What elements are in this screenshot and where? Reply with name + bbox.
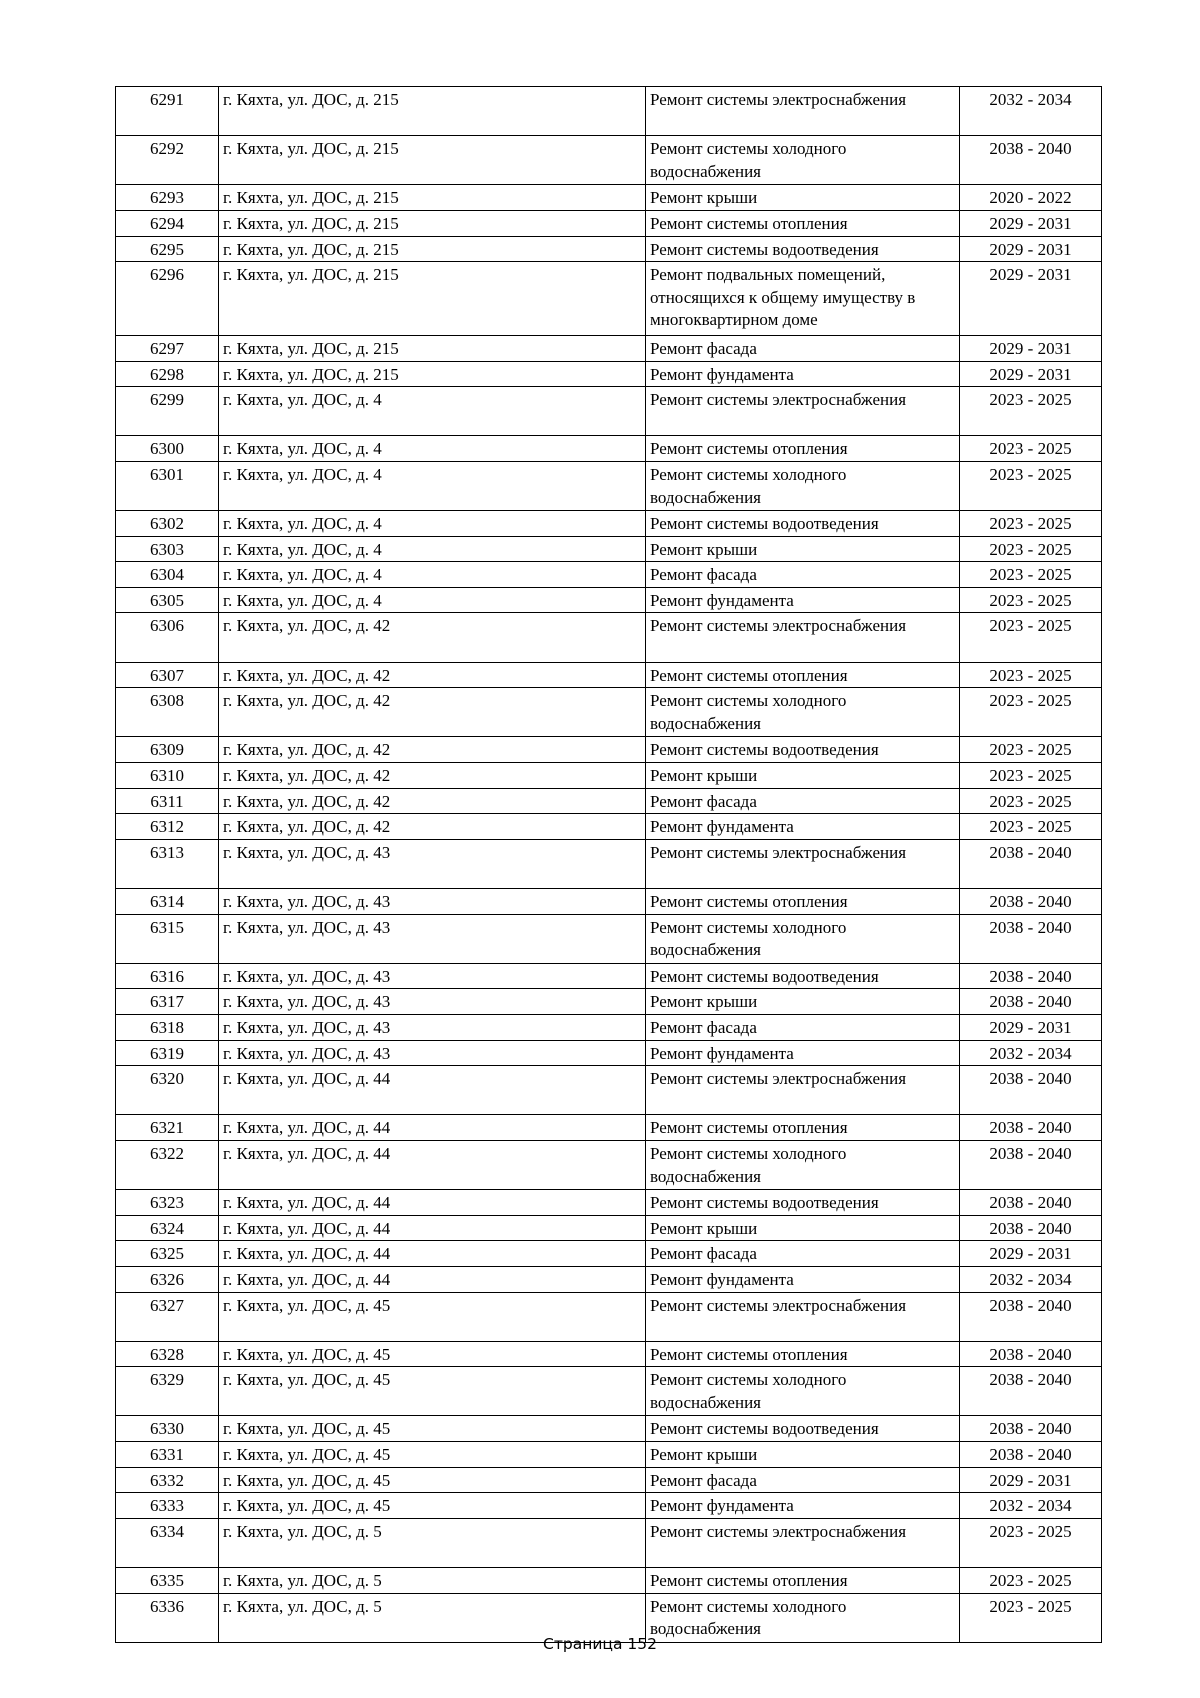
- period-cell: 2023 - 2025: [960, 387, 1102, 436]
- period-cell: 2038 - 2040: [960, 839, 1102, 888]
- work-type-cell: Ремонт фасада: [646, 1241, 960, 1267]
- address-cell: г. Кяхта, ул. ДОС, д. 43: [219, 989, 646, 1015]
- period-cell: 2023 - 2025: [960, 562, 1102, 588]
- table-row: [116, 839, 1102, 888]
- address-cell: г. Кяхта, ул. ДОС, д. 215: [219, 361, 646, 387]
- row-number-cell: 6294: [116, 210, 219, 236]
- row-number-cell: 6313: [116, 839, 219, 888]
- row-number-cell: 6292: [116, 136, 219, 185]
- work-type-cell: Ремонт крыши: [646, 185, 960, 211]
- period-cell: 2023 - 2025: [960, 688, 1102, 737]
- work-type-cell: Ремонт крыши: [646, 1442, 960, 1468]
- table-row: [116, 1115, 1102, 1141]
- address-cell: г. Кяхта, ул. ДОС, д. 45: [219, 1341, 646, 1367]
- address-cell: г. Кяхта, ул. ДОС, д. 215: [219, 210, 646, 236]
- work-type-cell: Ремонт фундамента: [646, 814, 960, 840]
- table-row: [116, 1568, 1102, 1594]
- row-number-cell: 6330: [116, 1416, 219, 1442]
- address-cell: г. Кяхта, ул. ДОС, д. 45: [219, 1442, 646, 1468]
- period-cell: 2032 - 2034: [960, 1266, 1102, 1292]
- table-row: [116, 963, 1102, 989]
- row-number-cell: 6314: [116, 889, 219, 915]
- work-type-cell: Ремонт системы холодного водоснабжения: [646, 461, 960, 510]
- address-cell: г. Кяхта, ул. ДОС, д. 44: [219, 1066, 646, 1115]
- period-cell: 2023 - 2025: [960, 737, 1102, 763]
- work-type-cell: Ремонт фундамента: [646, 361, 960, 387]
- work-type-cell: Ремонт системы холодного водоснабжения: [646, 914, 960, 963]
- address-cell: г. Кяхта, ул. ДОС, д. 4: [219, 536, 646, 562]
- address-cell: г. Кяхта, ул. ДОС, д. 4: [219, 587, 646, 613]
- work-type-cell: Ремонт системы отопления: [646, 436, 960, 462]
- table-row: [116, 387, 1102, 436]
- row-number-cell: 6304: [116, 562, 219, 588]
- address-cell: г. Кяхта, ул. ДОС, д. 4: [219, 436, 646, 462]
- work-type-cell: Ремонт фасада: [646, 335, 960, 361]
- row-number-cell: 6322: [116, 1140, 219, 1189]
- period-cell: 2038 - 2040: [960, 1115, 1102, 1141]
- period-cell: 2023 - 2025: [960, 511, 1102, 537]
- period-cell: 2038 - 2040: [960, 1140, 1102, 1189]
- table-row: [116, 87, 1102, 136]
- address-cell: г. Кяхта, ул. ДОС, д. 43: [219, 839, 646, 888]
- table-row: [116, 461, 1102, 510]
- table-row: [116, 511, 1102, 537]
- work-type-cell: Ремонт системы водоотведения: [646, 236, 960, 262]
- address-cell: г. Кяхта, ул. ДОС, д. 44: [219, 1266, 646, 1292]
- table-row: [116, 1341, 1102, 1367]
- row-number-cell: 6331: [116, 1442, 219, 1468]
- row-number-cell: 6323: [116, 1190, 219, 1216]
- table-row: [116, 1518, 1102, 1567]
- table-row: [116, 136, 1102, 185]
- row-number-cell: 6307: [116, 662, 219, 688]
- period-cell: 2038 - 2040: [960, 1416, 1102, 1442]
- address-cell: г. Кяхта, ул. ДОС, д. 45: [219, 1367, 646, 1416]
- work-type-cell: Ремонт системы водоотведения: [646, 1190, 960, 1216]
- row-number-cell: 6317: [116, 989, 219, 1015]
- address-cell: г. Кяхта, ул. ДОС, д. 44: [219, 1241, 646, 1267]
- period-cell: 2023 - 2025: [960, 461, 1102, 510]
- table-row: [116, 763, 1102, 789]
- period-cell: 2038 - 2040: [960, 1066, 1102, 1115]
- address-cell: г. Кяхта, ул. ДОС, д. 43: [219, 1014, 646, 1040]
- row-number-cell: 6328: [116, 1341, 219, 1367]
- page-number: Страница 152: [543, 1635, 657, 1653]
- address-cell: г. Кяхта, ул. ДОС, д. 44: [219, 1190, 646, 1216]
- period-cell: 2038 - 2040: [960, 1367, 1102, 1416]
- row-number-cell: 6295: [116, 236, 219, 262]
- period-cell: 2038 - 2040: [960, 914, 1102, 963]
- period-cell: 2038 - 2040: [960, 1190, 1102, 1216]
- table-row: [116, 914, 1102, 963]
- work-type-cell: Ремонт системы водоотведения: [646, 963, 960, 989]
- row-number-cell: 6310: [116, 763, 219, 789]
- address-cell: г. Кяхта, ул. ДОС, д. 43: [219, 914, 646, 963]
- address-cell: г. Кяхта, ул. ДОС, д. 44: [219, 1140, 646, 1189]
- work-type-cell: Ремонт системы электроснабжения: [646, 1518, 960, 1567]
- work-type-cell: Ремонт системы электроснабжения: [646, 1292, 960, 1341]
- row-number-cell: 6319: [116, 1040, 219, 1066]
- address-cell: г. Кяхта, ул. ДОС, д. 215: [219, 136, 646, 185]
- period-cell: 2023 - 2025: [960, 1593, 1102, 1642]
- period-cell: 2029 - 2031: [960, 210, 1102, 236]
- table-row: [116, 1416, 1102, 1442]
- period-cell: 2029 - 2031: [960, 1241, 1102, 1267]
- table-row: [116, 185, 1102, 211]
- period-cell: 2038 - 2040: [960, 1341, 1102, 1367]
- row-number-cell: 6335: [116, 1568, 219, 1594]
- row-number-cell: 6320: [116, 1066, 219, 1115]
- period-cell: 2032 - 2034: [960, 1040, 1102, 1066]
- table-row: [116, 814, 1102, 840]
- work-type-cell: Ремонт крыши: [646, 1215, 960, 1241]
- repair-schedule-table: [115, 86, 1102, 1643]
- table-row: [116, 1367, 1102, 1416]
- address-cell: г. Кяхта, ул. ДОС, д. 215: [219, 185, 646, 211]
- table-row: [116, 1241, 1102, 1267]
- table-row: [116, 737, 1102, 763]
- work-type-cell: Ремонт фундамента: [646, 1493, 960, 1519]
- address-cell: г. Кяхта, ул. ДОС, д. 4: [219, 562, 646, 588]
- row-number-cell: 6299: [116, 387, 219, 436]
- work-type-cell: Ремонт системы отопления: [646, 1568, 960, 1594]
- table-row: [116, 1292, 1102, 1341]
- period-cell: 2023 - 2025: [960, 536, 1102, 562]
- work-type-cell: Ремонт системы отопления: [646, 1115, 960, 1141]
- address-cell: г. Кяхта, ул. ДОС, д. 4: [219, 387, 646, 436]
- row-number-cell: 6334: [116, 1518, 219, 1567]
- period-cell: 2029 - 2031: [960, 361, 1102, 387]
- table-row: [116, 989, 1102, 1015]
- work-type-cell: Ремонт системы электроснабжения: [646, 839, 960, 888]
- table-row: [116, 335, 1102, 361]
- address-cell: г. Кяхта, ул. ДОС, д. 45: [219, 1493, 646, 1519]
- table-row: [116, 361, 1102, 387]
- row-number-cell: 6315: [116, 914, 219, 963]
- period-cell: 2023 - 2025: [960, 788, 1102, 814]
- period-cell: 2023 - 2025: [960, 1568, 1102, 1594]
- work-type-cell: Ремонт подвальных помещений, относящихся к общему имуществу в многоквартирном доме: [646, 262, 960, 336]
- row-number-cell: 6316: [116, 963, 219, 989]
- period-cell: 2029 - 2031: [960, 1014, 1102, 1040]
- work-type-cell: Ремонт фасада: [646, 562, 960, 588]
- work-type-cell: Ремонт системы отопления: [646, 662, 960, 688]
- row-number-cell: 6293: [116, 185, 219, 211]
- address-cell: г. Кяхта, ул. ДОС, д. 42: [219, 737, 646, 763]
- row-number-cell: 6306: [116, 613, 219, 662]
- row-number-cell: 6298: [116, 361, 219, 387]
- address-cell: г. Кяхта, ул. ДОС, д. 215: [219, 87, 646, 136]
- work-type-cell: Ремонт фасада: [646, 1014, 960, 1040]
- period-cell: 2020 - 2022: [960, 185, 1102, 211]
- table-row: [116, 587, 1102, 613]
- period-cell: 2023 - 2025: [960, 814, 1102, 840]
- row-number-cell: 6309: [116, 737, 219, 763]
- address-cell: г. Кяхта, ул. ДОС, д. 43: [219, 1040, 646, 1066]
- address-cell: г. Кяхта, ул. ДОС, д. 42: [219, 763, 646, 789]
- row-number-cell: 6302: [116, 511, 219, 537]
- table-row: [116, 1442, 1102, 1468]
- row-number-cell: 6305: [116, 587, 219, 613]
- period-cell: 2023 - 2025: [960, 662, 1102, 688]
- work-type-cell: Ремонт системы холодного водоснабжения: [646, 1140, 960, 1189]
- address-cell: г. Кяхта, ул. ДОС, д. 42: [219, 788, 646, 814]
- table-row: [116, 236, 1102, 262]
- work-type-cell: Ремонт системы холодного водоснабжения: [646, 688, 960, 737]
- period-cell: 2023 - 2025: [960, 613, 1102, 662]
- table-row: [116, 436, 1102, 462]
- period-cell: 2038 - 2040: [960, 989, 1102, 1015]
- address-cell: г. Кяхта, ул. ДОС, д. 5: [219, 1593, 646, 1642]
- address-cell: г. Кяхта, ул. ДОС, д. 43: [219, 889, 646, 915]
- table-row: [116, 536, 1102, 562]
- row-number-cell: 6333: [116, 1493, 219, 1519]
- period-cell: 2023 - 2025: [960, 1518, 1102, 1567]
- work-type-cell: Ремонт крыши: [646, 536, 960, 562]
- period-cell: 2032 - 2034: [960, 87, 1102, 136]
- table-row: [116, 1467, 1102, 1493]
- period-cell: 2029 - 2031: [960, 335, 1102, 361]
- table-row: [116, 688, 1102, 737]
- table-row: [116, 262, 1102, 336]
- table-row: [116, 210, 1102, 236]
- table-row: [116, 613, 1102, 662]
- row-number-cell: 6321: [116, 1115, 219, 1141]
- period-cell: 2038 - 2040: [960, 963, 1102, 989]
- work-type-cell: Ремонт системы отопления: [646, 1341, 960, 1367]
- row-number-cell: 6327: [116, 1292, 219, 1341]
- table-row: [116, 889, 1102, 915]
- row-number-cell: 6296: [116, 262, 219, 336]
- period-cell: 2038 - 2040: [960, 136, 1102, 185]
- period-cell: 2038 - 2040: [960, 1292, 1102, 1341]
- work-type-cell: Ремонт системы электроснабжения: [646, 387, 960, 436]
- address-cell: г. Кяхта, ул. ДОС, д. 42: [219, 814, 646, 840]
- address-cell: г. Кяхта, ул. ДОС, д. 44: [219, 1115, 646, 1141]
- row-number-cell: 6329: [116, 1367, 219, 1416]
- address-cell: г. Кяхта, ул. ДОС, д. 4: [219, 511, 646, 537]
- work-type-cell: Ремонт системы электроснабжения: [646, 613, 960, 662]
- work-type-cell: Ремонт системы отопления: [646, 889, 960, 915]
- table-body: [116, 87, 1102, 1643]
- work-type-cell: Ремонт системы холодного водоснабжения: [646, 1367, 960, 1416]
- row-number-cell: 6311: [116, 788, 219, 814]
- work-type-cell: Ремонт фасада: [646, 788, 960, 814]
- work-type-cell: Ремонт системы отопления: [646, 210, 960, 236]
- period-cell: 2029 - 2031: [960, 236, 1102, 262]
- address-cell: г. Кяхта, ул. ДОС, д. 5: [219, 1568, 646, 1594]
- address-cell: г. Кяхта, ул. ДОС, д. 45: [219, 1292, 646, 1341]
- table-row: [116, 1215, 1102, 1241]
- row-number-cell: 6303: [116, 536, 219, 562]
- period-cell: 2038 - 2040: [960, 1442, 1102, 1468]
- row-number-cell: 6325: [116, 1241, 219, 1267]
- work-type-cell: Ремонт фасада: [646, 1467, 960, 1493]
- work-type-cell: Ремонт системы электроснабжения: [646, 87, 960, 136]
- row-number-cell: 6318: [116, 1014, 219, 1040]
- table-row: [116, 662, 1102, 688]
- row-number-cell: 6312: [116, 814, 219, 840]
- row-number-cell: 6308: [116, 688, 219, 737]
- work-type-cell: Ремонт фундамента: [646, 587, 960, 613]
- row-number-cell: 6326: [116, 1266, 219, 1292]
- address-cell: г. Кяхта, ул. ДОС, д. 44: [219, 1215, 646, 1241]
- period-cell: 2023 - 2025: [960, 587, 1102, 613]
- address-cell: г. Кяхта, ул. ДОС, д. 42: [219, 613, 646, 662]
- work-type-cell: Ремонт крыши: [646, 763, 960, 789]
- address-cell: г. Кяхта, ул. ДОС, д. 5: [219, 1518, 646, 1567]
- row-number-cell: 6324: [116, 1215, 219, 1241]
- address-cell: г. Кяхта, ул. ДОС, д. 45: [219, 1467, 646, 1493]
- work-type-cell: Ремонт системы водоотведения: [646, 1416, 960, 1442]
- table-row: [116, 1190, 1102, 1216]
- period-cell: 2038 - 2040: [960, 1215, 1102, 1241]
- table-row: [116, 1266, 1102, 1292]
- row-number-cell: 6332: [116, 1467, 219, 1493]
- row-number-cell: 6300: [116, 436, 219, 462]
- work-type-cell: Ремонт системы холодного водоснабжения: [646, 1593, 960, 1642]
- address-cell: г. Кяхта, ул. ДОС, д. 42: [219, 662, 646, 688]
- address-cell: г. Кяхта, ул. ДОС, д. 4: [219, 461, 646, 510]
- work-type-cell: Ремонт системы водоотведения: [646, 737, 960, 763]
- row-number-cell: 6336: [116, 1593, 219, 1642]
- table-row: [116, 1040, 1102, 1066]
- period-cell: 2023 - 2025: [960, 436, 1102, 462]
- address-cell: г. Кяхта, ул. ДОС, д. 42: [219, 688, 646, 737]
- table-row: [116, 1066, 1102, 1115]
- address-cell: г. Кяхта, ул. ДОС, д. 215: [219, 236, 646, 262]
- table-row: [116, 788, 1102, 814]
- period-cell: 2038 - 2040: [960, 889, 1102, 915]
- row-number-cell: 6297: [116, 335, 219, 361]
- work-type-cell: Ремонт системы водоотведения: [646, 511, 960, 537]
- work-type-cell: Ремонт фундамента: [646, 1040, 960, 1066]
- period-cell: 2032 - 2034: [960, 1493, 1102, 1519]
- address-cell: г. Кяхта, ул. ДОС, д. 43: [219, 963, 646, 989]
- period-cell: 2029 - 2031: [960, 1467, 1102, 1493]
- work-type-cell: Ремонт крыши: [646, 989, 960, 1015]
- row-number-cell: 6301: [116, 461, 219, 510]
- table-row: [116, 1493, 1102, 1519]
- work-type-cell: Ремонт фундамента: [646, 1266, 960, 1292]
- period-cell: 2023 - 2025: [960, 763, 1102, 789]
- address-cell: г. Кяхта, ул. ДОС, д. 215: [219, 335, 646, 361]
- work-type-cell: Ремонт системы электроснабжения: [646, 1066, 960, 1115]
- table-row: [116, 1014, 1102, 1040]
- address-cell: г. Кяхта, ул. ДОС, д. 45: [219, 1416, 646, 1442]
- table-row: [116, 1140, 1102, 1189]
- work-type-cell: Ремонт системы холодного водоснабжения: [646, 136, 960, 185]
- address-cell: г. Кяхта, ул. ДОС, д. 215: [219, 262, 646, 336]
- period-cell: 2029 - 2031: [960, 262, 1102, 336]
- table-row: [116, 562, 1102, 588]
- row-number-cell: 6291: [116, 87, 219, 136]
